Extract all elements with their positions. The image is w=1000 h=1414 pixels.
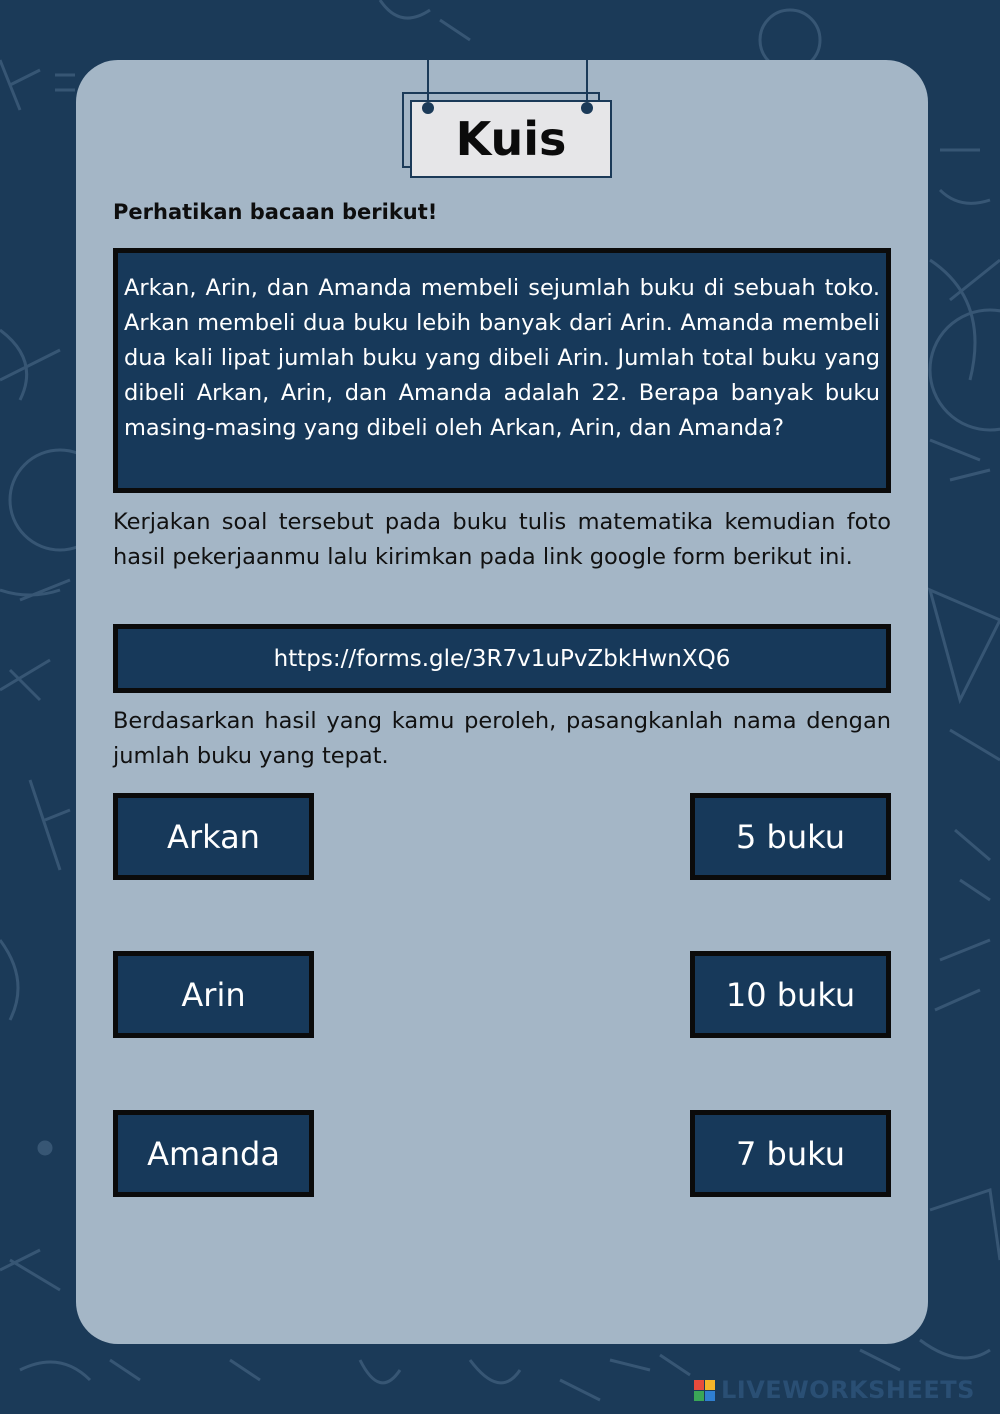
liveworksheets-logo-icon [694,1380,715,1401]
answer-box-3[interactable]: 7 buku [690,1110,891,1197]
sign-pin-right [581,102,593,114]
name-box-arin[interactable]: Arin [113,951,314,1038]
brand-text: LIVEWORKSHEETS [721,1376,975,1404]
answer-box-1[interactable]: 5 buku [690,793,891,880]
name-box-arkan[interactable]: Arkan [113,793,314,880]
sign-pin-left [422,102,434,114]
story-text: Arkan, Arin, dan Amanda membeli sejumlah buku di sebuah toko. Arkan membeli dua buku lebih banyak dari Arin. Amanda membeli dua kali lipat jumlah buku yang dibeli Arin. Jumlah total buku yang dibeli Arkan, Arin, dan Amanda adalah 22. Berapa banyak buku masing-masing yang dibeli oleh Arkan, Arin, dan Amanda? [124,275,880,441]
match-instruction: Berdasarkan hasil yang kamu peroleh, pasangkanlah nama dengan jumlah buku yang tepat. [113,708,891,769]
page-title: Kuis [455,112,567,166]
reading-instruction: Perhatikan bacaan berikut! [113,200,438,224]
liveworksheets-brand [694,1376,975,1404]
task-text: Kerjakan soal tersebut pada buku tulis matematika kemudian foto hasil pekerjaanmu lalu kirimkan pada link google form berikut ini. [113,509,891,570]
name-box-amanda[interactable]: Amanda [113,1110,314,1197]
answer-box-2[interactable]: 10 buku [690,951,891,1038]
google-form-link[interactable]: https://forms.gle/3R7v1uPvZbkHwnXQ6 [113,624,891,693]
story-box [113,248,891,493]
